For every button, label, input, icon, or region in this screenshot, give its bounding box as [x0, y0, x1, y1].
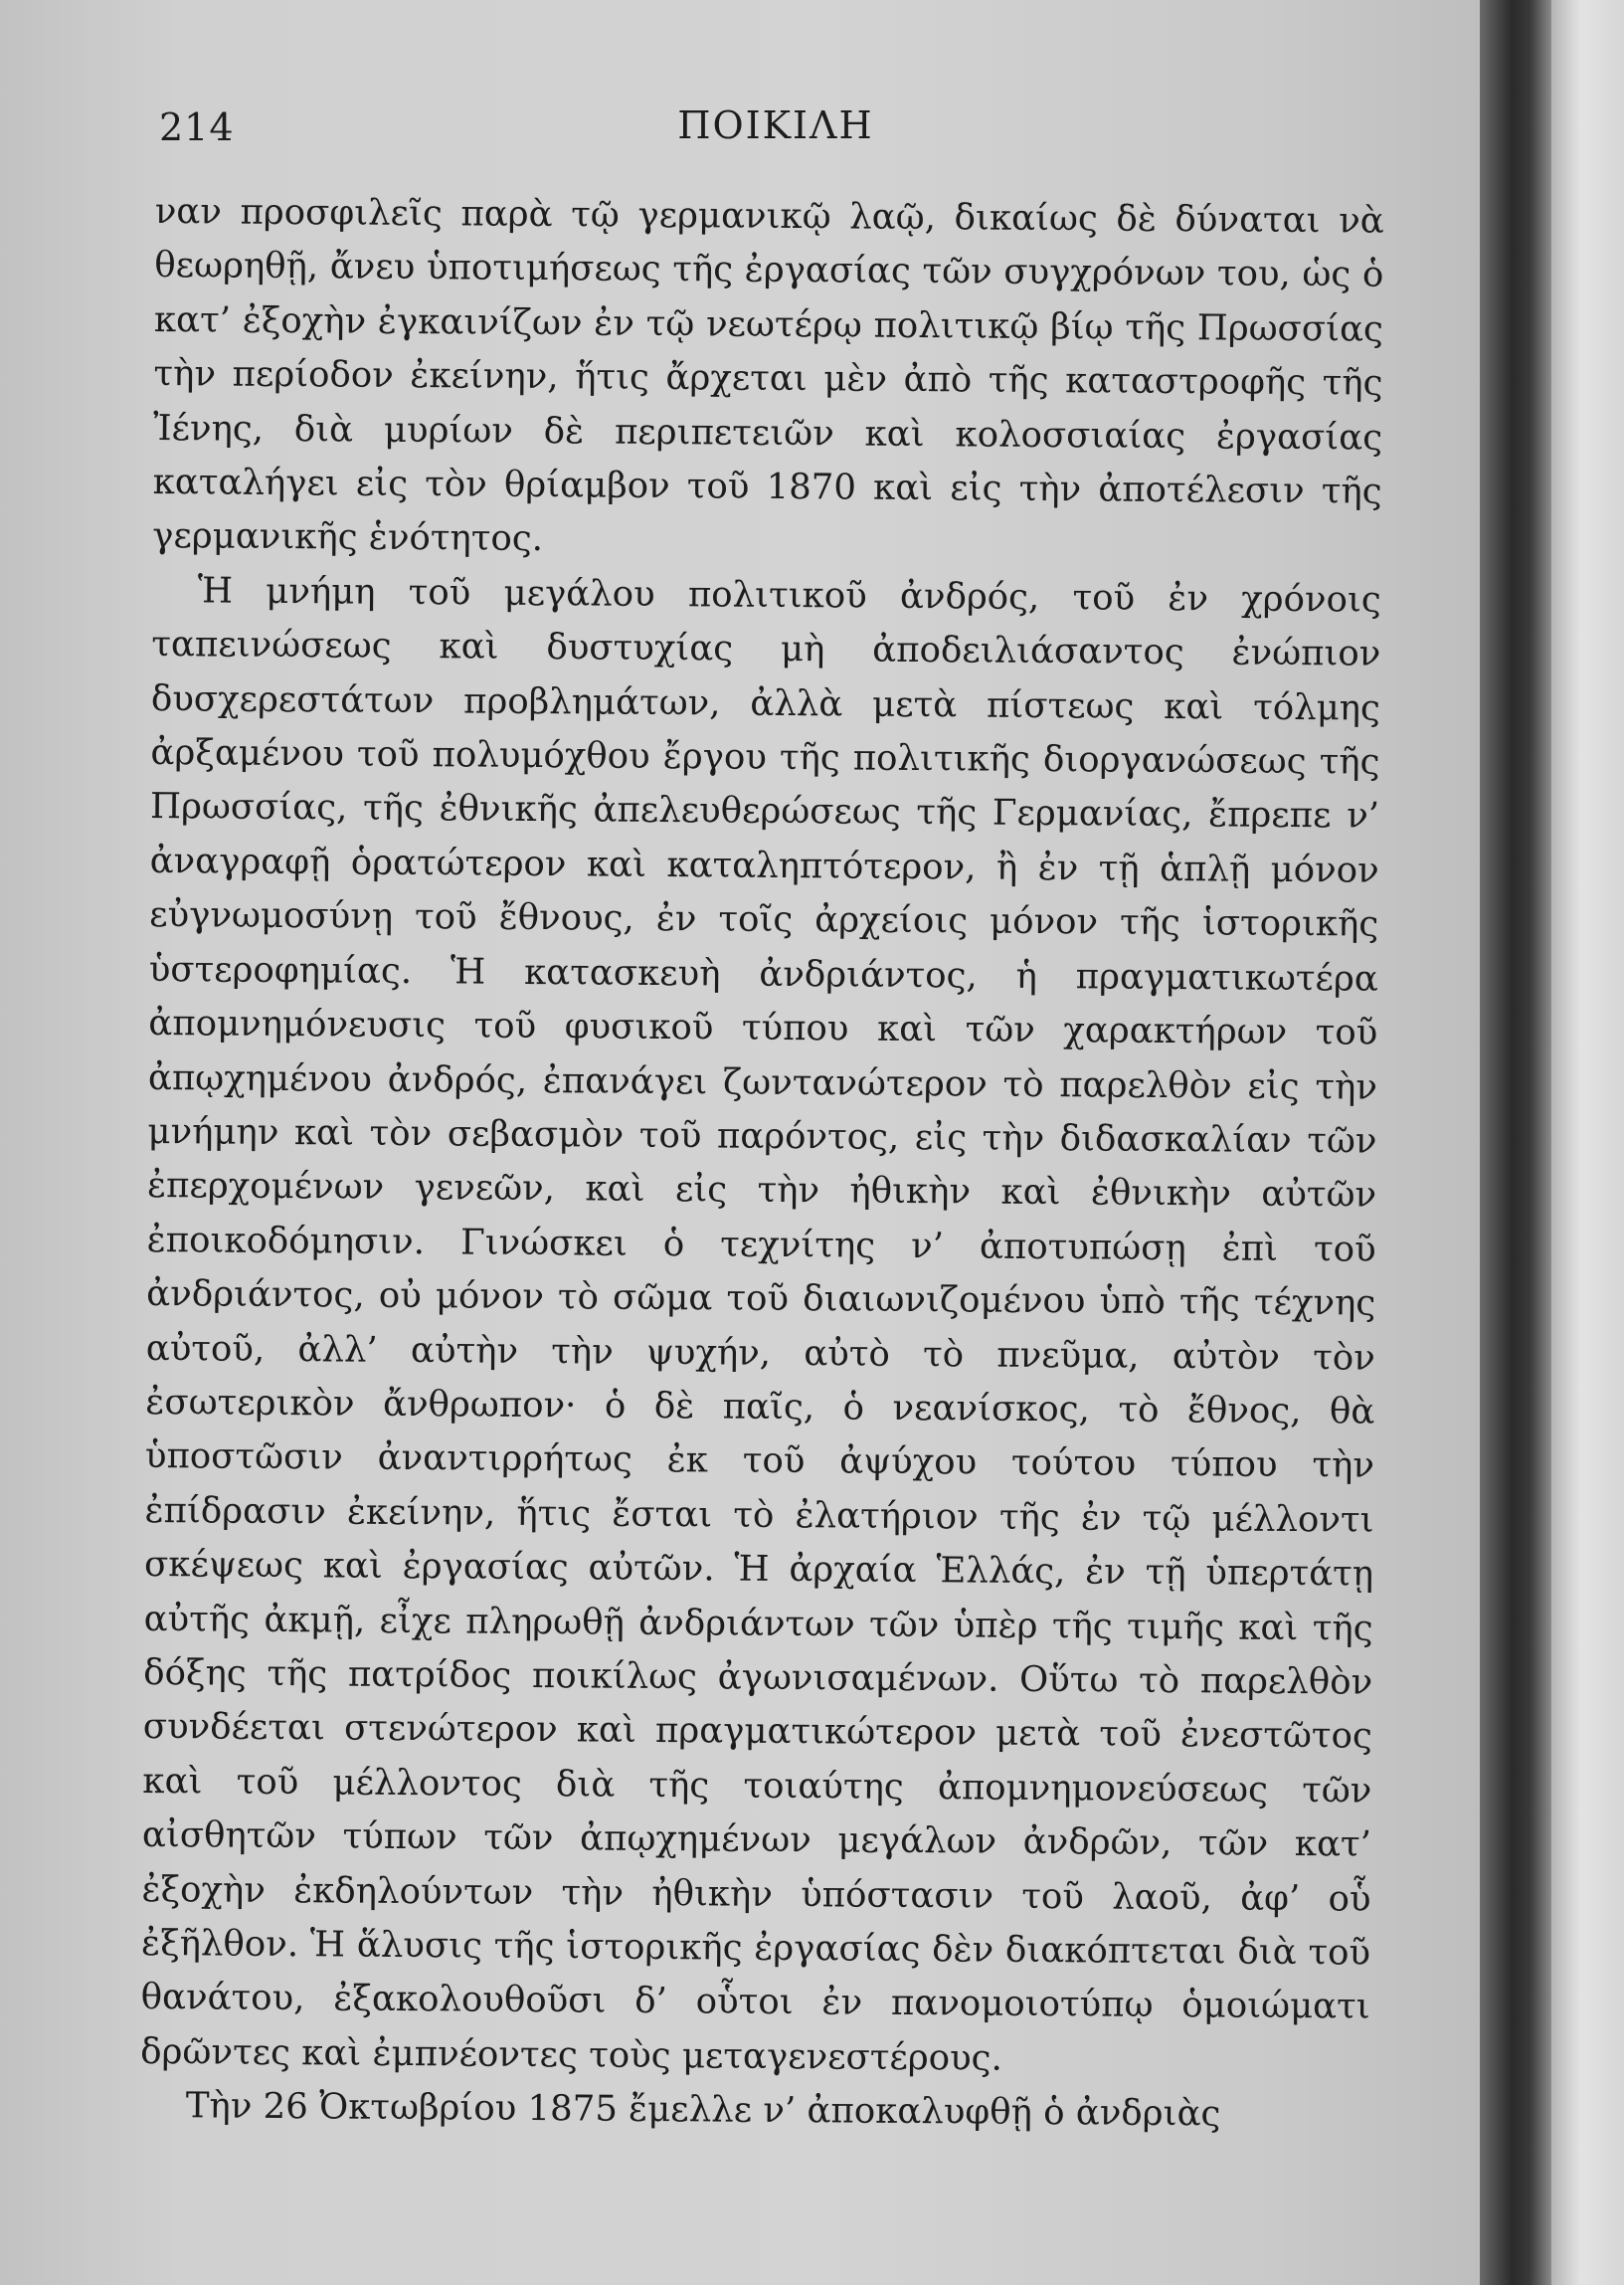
page-number: 214: [159, 105, 235, 149]
running-title: ΠΟΙΚΙΛΗ: [677, 103, 874, 147]
book-binding-gutter: [1480, 0, 1551, 2285]
body-text: [140, 185, 1384, 2143]
paragraph-continuation: ναν προσφιλεῖς παρὰ τῷ γερμανικῷ λαῷ, δικαίως δὲ δύναται νὰ θεωρηθῇ, ἄνευ ὑποτιμήσεως τῆς ἐργασίας τῶν συγχρόνων του, ὡς ὁ κατ’ ἐξοχὴν ἐγκαινίζων ἐν τῷ νεωτέρῳ πολιτικῷ βίῳ τῆς Πρωσσίας τὴν περίοδον ἐκείνην, ἥτις ἄρχεται μὲν ἀπὸ τῆς καταστροφῆς τῆς Ἰένης, διὰ μυρίων δὲ περιπετειῶν καὶ κολοσσιαίας ἐργασίας καταλήγει εἰς τὸν θρίαμβον τοῦ 1870 καὶ εἰς τὴν ἀποτέλεσιν τῆς γερμανικῆς ἑνότητος.: [152, 190, 1384, 560]
page-header: [159, 97, 1392, 157]
paragraph-memory-of-statesman: Ἡ μνήμη τοῦ μεγάλου πολιτικοῦ ἀνδρός, τοῦ ἐν χρόνοις ταπεινώσεως καὶ δυστυχίας μὴ ἀποδειλιάσαντος ἐνώπιον δυσχερεστάτων προβλημάτων, ἀλλὰ μετὰ πίστεως καὶ τόλμης ἀρξαμένου τοῦ πολυμόχθου ἔργου τῆς πολιτικῆς διοργανώσεως τῆς Πρωσσίας, τῆς ἐθνικῆς ἀπελευθερώσεως τῆς Γερμανίας, ἔπρεπε ν’ ἀναγραφῇ ὁρατώτερον καὶ καταληπτότερον, ἢ ἐν τῇ ἁπλῇ μόνον εὐγνωμοσύνῃ τοῦ ἔθνους, ἐν τοῖς ἀρχείοις μόνον τῆς ἱστορικῆς ὑστεροφημίας. Ἡ κατασκευὴ ἀνδριάντος, ἡ πραγματικωτέρα ἀπομνημόνευσις τοῦ φυσικοῦ τύπου καὶ τῶν χαρακτήρων τοῦ ἀπῳχημένου ἀνδρός, ἐπανάγει ζωντανώτερον τὸ παρελθὸν εἰς τὴν μνήμην καὶ τὸν σεβασμὸν τοῦ παρόντος, εἰς τὴν διδασκαλίαν τῶν ἐπερχομένων γενεῶν, καὶ εἰς τὴν ἠθικὴν καὶ ἐθνικὴν αὐτῶν ἐποικοδόμησιν. Γινώσκει ὁ τεχνίτης ν’ ἀποτυπώσῃ ἐπὶ τοῦ ἀνδριάντος, οὐ μόνον τὸ σῶμα τοῦ διαιωνιζομένου ὑπὸ τῆς τέχνης αὐτοῦ, ἀλλ’ αὐτὴν τὴν ψυχήν, αὐτὸ τὸ πνεῦμα, αὐτὸν τὸν ἐσωτερικὸν ἄνθρωπον· ὁ δὲ παῖς, ὁ νεανίσκος, τὸ ἔθνος, θὰ ὑποστῶσιν ἀναντιρρήτως ἐκ τοῦ ἀψύχου τούτου τύπου τὴν ἐπίδρασιν ἐκείνην, ἥτις ἔσται τὸ ἐλατήριον τῆς ἐν τῷ μέλλοντι σκέψεως καὶ ἐργασίας αὐτῶν. Ἡ ἀρχαία Ἑλλάς, ἐν τῇ ὑπερτάτῃ αὐτῆς ἀκμῇ, εἶχε πληρωθῇ ἀνδριάντων τῶν ὑπὲρ τῆς τιμῆς καὶ τῆς δόξης τῆς πατρίδος ποικίλως ἀγωνισαμένων. Οὕτω τὸ παρελθὸν συνδέεται στενώτερον καὶ πραγματικώτερον μετὰ τοῦ ἐνεστῶτος καὶ τοῦ μέλλοντος διὰ τῆς τοιαύτης ἀπομνημονεύσεως τῶν αἰσθητῶν τύπων τῶν ἀπῳχημένων μεγάλων ἀνδρῶν, τῶν κατ’ ἐξοχὴν ἐκδηλούντων τὴν ἠθικὴν ὑπόστασιν τοῦ λαοῦ, ἀφ’ οὗ ἐξῆλθον. Ἡ ἅλυσις τῆς ἱστορικῆς ἐργασίας δὲν διακόπτεται διὰ τοῦ θανάτου, ἐξακολουθοῦσι δ’ οὗτοι ἐν πανομοιοτύπῳ ὁμοιώματι δρῶντες καὶ ἐμπνέοντες τοὺς μεταγενεστέρους.: [140, 570, 1381, 2079]
paragraph-unveiling-date: Τὴν 26 Ὀκτωβρίου 1875 ἔμελλε ν’ ἀποκαλυφθῇ ὁ ἀνδριὰς: [185, 2085, 1221, 2135]
facing-page-edge: [1551, 0, 1624, 2285]
